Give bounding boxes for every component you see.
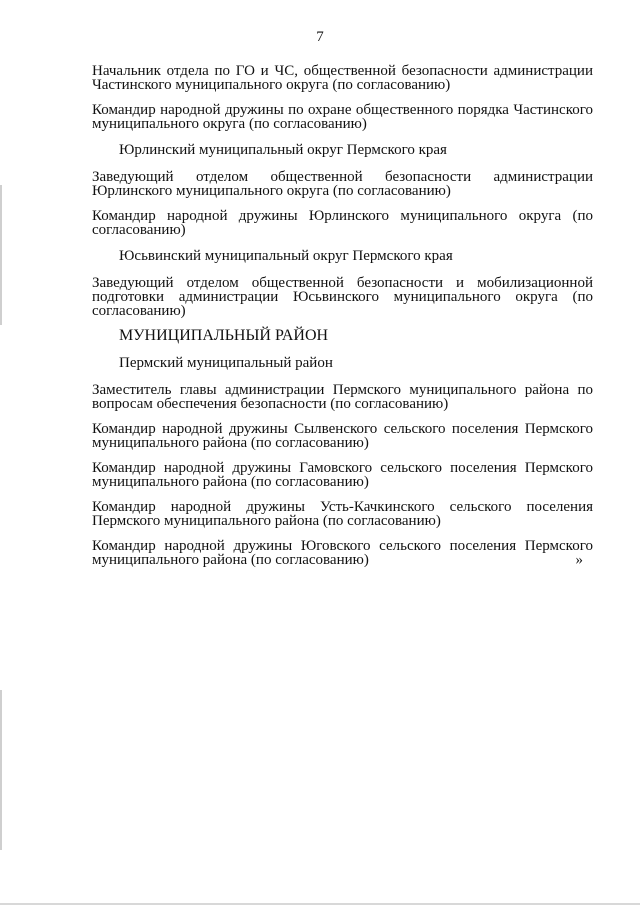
section-heading-yusva: Юсьвинский муниципальный округ Пермского края [119, 248, 453, 264]
paragraph: Заместитель главы администрации Пермского муниципального района по вопросам обеспечения безопасности (по согласованию) [92, 382, 593, 412]
paragraph-last-line2: муниципального района (по согласованию) [92, 552, 369, 568]
paragraph-last [92, 539, 593, 567]
scan-edge-mark [0, 185, 2, 325]
paragraph: Заведующий отделом общественной безопасности и мобилизационной подготовки администрации Юсьвинского муниципального округа (по согласованию) [92, 275, 593, 319]
document-body [92, 64, 593, 567]
paragraph: Командир народной дружины по охране общественного порядка Частинского муниципального округа (по согласованию) [92, 102, 593, 132]
section-heading-perm-district: Пермский муниципальный район [119, 355, 333, 371]
paragraph: Командир народной дружины Сылвенского сельского поселения Пермского муниципального района (по согласованию) [92, 421, 593, 451]
page-number: 7 [316, 29, 324, 45]
scan-edge-mark [0, 690, 2, 850]
paragraph: Командир народной дружины Юрлинского муниципального округа (по согласованию) [92, 208, 593, 238]
section-heading-district: МУНИЦИПАЛЬНЫЙ РАЙОН [119, 327, 329, 344]
paragraph-last-line1: Командир народной дружины Юговского сельского поселения Пермского [92, 538, 593, 554]
paragraph: Командир народной дружины Гамовского сельского поселения Пермского муниципального района (по согласованию) [92, 460, 593, 490]
paragraph: Начальник отдела по ГО и ЧС, общественной безопасности администрации Частинского муниципального округа (по согласованию) [92, 63, 593, 93]
section-heading-yurla: Юрлинский муниципальный округ Пермского края [119, 142, 447, 158]
paragraph: Заведующий отделом общественной безопасности администрации Юрлинского муниципального округа (по согласованию) [92, 169, 593, 199]
paragraph: Командир народной дружины Усть-Качкинского сельского поселения Пермского муниципального района (по согласованию) [92, 499, 593, 529]
closing-quote: » [575, 552, 583, 568]
paragraph-last-line2-row [92, 553, 593, 567]
